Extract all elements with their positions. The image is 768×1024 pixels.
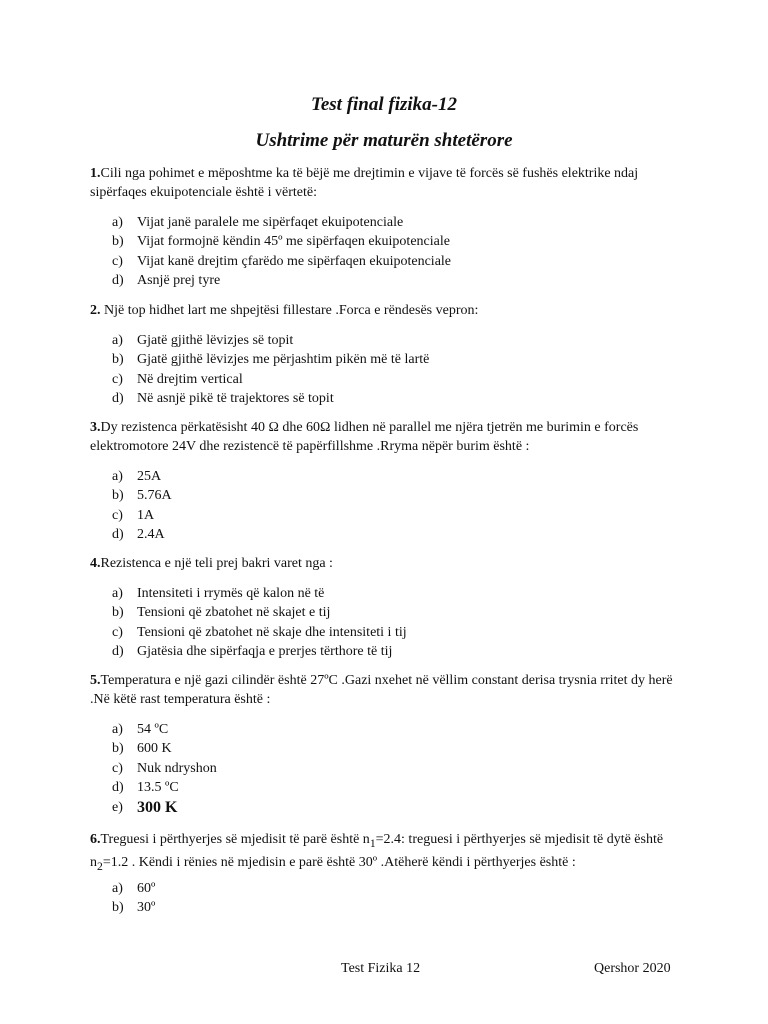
- question-3: [90, 418, 690, 456]
- option-text: 2.4A: [137, 527, 165, 543]
- option-text: 54 ºC: [137, 722, 169, 737]
- option-letter: d): [112, 780, 124, 796]
- option-text: 1A: [137, 507, 155, 523]
- option: [112, 778, 217, 797]
- option-text: Vijat formojnë këndin 45º me sipërfaqen ekuipotenciale: [137, 234, 450, 250]
- option-text: Tensioni që zbatohet në skajet e tij: [137, 605, 331, 621]
- option-letter: d): [112, 391, 124, 407]
- option-text: 300 K: [137, 798, 178, 816]
- question-2: [90, 301, 690, 320]
- option: [112, 759, 217, 778]
- option: [112, 350, 429, 369]
- option-letter: a): [112, 881, 123, 896]
- option-text: Vijat kanë drejtim çfarëdo me sipërfaqen ekuipotenciale: [137, 253, 452, 269]
- option: [112, 798, 217, 817]
- option-letter: a): [112, 333, 123, 348]
- option-letter: d): [112, 527, 124, 543]
- option-letter: a): [112, 586, 123, 601]
- option-letter: d): [112, 644, 124, 660]
- question-4: [90, 554, 690, 573]
- option: [112, 252, 451, 271]
- option: [112, 623, 407, 642]
- option-text: Gjatësia dhe sipërfaqja e prerjes tërthore të tij: [137, 644, 393, 660]
- option-text: Në asnjë pikë të trajektores së topit: [137, 391, 334, 407]
- option: [112, 720, 217, 739]
- option: [112, 370, 429, 389]
- option-text: 5.76A: [137, 488, 172, 504]
- page-subtitle: Ushtrime për maturën shtetërore: [255, 130, 513, 151]
- option-letter: a): [112, 722, 123, 737]
- question-text: Temperatura e një gazi cilindër është 27ºC .Gazi nxehet në vëllim constant derisa trysnia rritet dy herë .Në këtë rast temperatura është :: [90, 673, 673, 707]
- subscript: 2: [97, 859, 103, 873]
- page-title: Test final fizika-12: [310, 94, 458, 115]
- option-letter: c): [112, 624, 123, 640]
- footer-title: Test Fizika 12: [341, 961, 421, 976]
- option-letter: b): [112, 352, 124, 368]
- option-text: Gjatë gjithë lëvizjes me përjashtim pikën më të lartë: [137, 352, 430, 368]
- question-number: 6.: [90, 832, 101, 847]
- question-6: [90, 830, 690, 876]
- option: [112, 525, 172, 544]
- options-list-5: [112, 720, 217, 817]
- option: [112, 271, 451, 290]
- question-number: 5.: [90, 673, 101, 688]
- question-number: 3.: [90, 420, 101, 435]
- question-text: =1.2 . Këndi i rënies në mjedisin e parë është 30º .Atëherë këndi i përthyerjes është :: [102, 854, 576, 870]
- question-text: Rezistenca e një teli prej bakri varet nga :: [100, 556, 333, 571]
- option: [112, 213, 451, 232]
- option: [112, 584, 407, 603]
- subscript: 1: [369, 836, 376, 850]
- option-letter: c): [112, 371, 123, 387]
- option-text: 30º: [137, 900, 156, 916]
- footer-date: Qershor 2020: [594, 961, 671, 976]
- option-text: Nuk ndryshon: [137, 760, 217, 776]
- options-list-2: [112, 331, 429, 409]
- option: [112, 879, 155, 898]
- option-letter: b): [112, 741, 124, 757]
- question-text: =2.4: treguesi i përthyerjes së mjedisit të dytë është n: [90, 832, 664, 870]
- option-text: 13.5 ºC: [137, 780, 179, 796]
- option-text: 600 K: [137, 741, 172, 757]
- option: [112, 389, 429, 408]
- option: [112, 506, 172, 525]
- option-letter: b): [112, 234, 124, 250]
- question-text: Cili nga pohimet e mëposhtme ka të bëjë me drejtimin e vijave të forcës së fushës elektrike ndaj sipërfaqes ekuipotenciale është i vërtetë:: [90, 166, 639, 200]
- option-letter: c): [112, 253, 123, 269]
- option: [112, 331, 429, 350]
- question-number: 4.: [90, 556, 101, 571]
- option: [112, 486, 172, 505]
- option: [112, 898, 155, 917]
- option-text: Tensioni që zbatohet në skaje dhe intensiteti i tij: [137, 624, 407, 640]
- options-list-4: [112, 584, 407, 662]
- option-text: Intensiteti i rrymës që kalon në të: [137, 586, 325, 601]
- option-letter: d): [112, 273, 124, 289]
- question-text: Dy rezistenca përkatësisht 40 Ω dhe 60Ω lidhen në parallel me njëra tjetrën me burimin e forcës elektromotore 24V dhe rezistencë të papërfillshme .Rryma nëpër burim është :: [90, 420, 639, 454]
- option-letter: e): [112, 799, 123, 815]
- option: [112, 603, 407, 622]
- options-list-1: [112, 213, 451, 291]
- option-letter: c): [112, 507, 123, 523]
- option-letter: b): [112, 605, 124, 621]
- option-text: Në drejtim vertical: [137, 371, 243, 387]
- option-letter: a): [112, 469, 123, 484]
- question-1: [90, 164, 690, 202]
- options-list-3: [112, 467, 172, 545]
- option-letter: b): [112, 900, 124, 916]
- option-text: Gjatë gjithë lëvizjes së topit: [137, 333, 294, 348]
- option: [112, 739, 217, 758]
- question-5: [90, 671, 690, 709]
- option-text: Asnjë prej tyre: [137, 273, 221, 289]
- option-text: 60º: [137, 881, 156, 896]
- question-number: 2.: [90, 303, 101, 318]
- option-letter: a): [112, 215, 123, 230]
- option: [112, 642, 407, 661]
- option-letter: b): [112, 488, 124, 504]
- option: [112, 232, 451, 251]
- option-text: Vijat janë paralele me sipërfaqet ekuipotenciale: [137, 215, 404, 230]
- option-letter: c): [112, 760, 123, 776]
- question-text: Treguesi i përthyerjes së mjedisit të parë është n: [100, 832, 370, 847]
- question-text: Një top hidhet lart me shpejtësi fillestare .Forca e rëndesës vepron:: [100, 303, 479, 318]
- question-number: 1.: [90, 166, 101, 181]
- option: [112, 467, 172, 486]
- option-text: 25A: [137, 469, 162, 484]
- options-list-6: [112, 879, 155, 918]
